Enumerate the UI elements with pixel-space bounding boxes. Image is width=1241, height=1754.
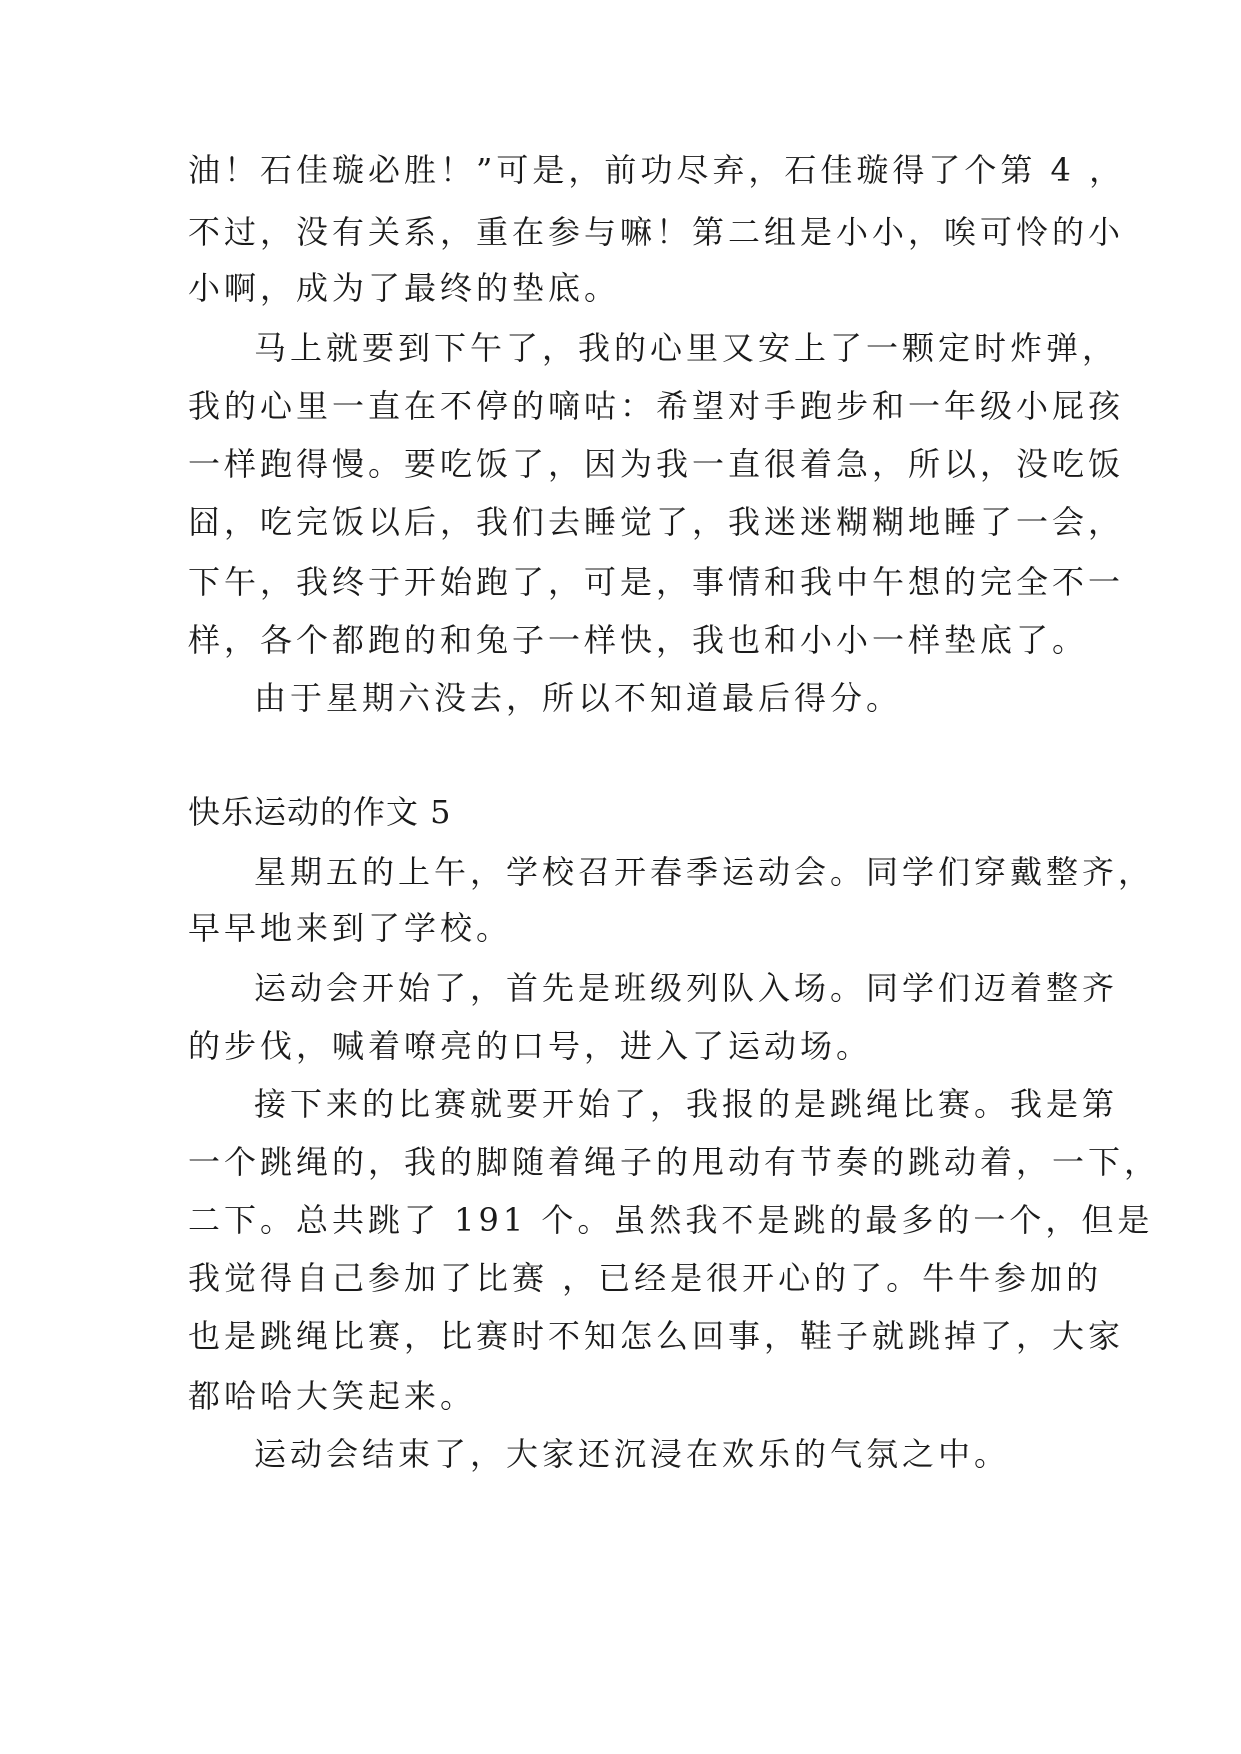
paragraph-line: 一个跳绳的，我的脚随着绳子的甩动有节奏的跳动着，一下， bbox=[188, 1143, 1161, 1181]
paragraph-line: 接下来的比赛就要开始了，我报的是跳绳比赛。我是第 bbox=[254, 1085, 1119, 1123]
paragraph-line: 小啊，成为了最终的垫底。 bbox=[188, 269, 621, 307]
paragraph-line: 不过，没有关系，重在参与嘛！第二组是小小，唉可怜的小 bbox=[188, 213, 1125, 251]
paragraph-line: 早早地来到了学校。 bbox=[188, 909, 513, 947]
paragraph-line: 由于星期六没去，所以不知道最后得分。 bbox=[254, 679, 903, 717]
paragraph-line: 我的心里一直在不停的嘀咕：希望对手跑步和一年级小屁孩 bbox=[188, 387, 1125, 425]
section-heading: 快乐运动的作文 5 bbox=[188, 793, 452, 831]
paragraph-line: 运动会结束了，大家还沉浸在欢乐的气氛之中。 bbox=[254, 1435, 1011, 1473]
paragraph-line: 样，各个都跑的和兔子一样快，我也和小小一样垫底了。 bbox=[188, 621, 1089, 659]
paragraph-line: 也是跳绳比赛，比赛时不知怎么回事，鞋子就跳掉了，大家 bbox=[188, 1317, 1125, 1355]
paragraph-line: 囧，吃完饭以后，我们去睡觉了，我迷迷糊糊地睡了一会， bbox=[188, 503, 1125, 541]
paragraph-line: 运动会开始了，首先是班级列队入场。同学们迈着整齐 bbox=[254, 969, 1119, 1007]
paragraph-line: 一样跑得慢。要吃饭了，因为我一直很着急，所以，没吃饭 bbox=[188, 445, 1125, 483]
paragraph-line: 油！石佳璇必胜！”可是，前功尽弃，石佳璇得了个第 4 ， bbox=[188, 151, 1126, 189]
paragraph-line: 我觉得自己参加了比赛 ，已经是很开心的了。牛牛参加的 bbox=[188, 1259, 1103, 1297]
paragraph-line: 马上就要到下午了，我的心里又安上了一颗定时炸弹， bbox=[254, 329, 1119, 367]
paragraph-line: 二下。总共跳了 191 个。虽然我不是跳的最多的一个，但是 bbox=[188, 1201, 1154, 1239]
paragraph-line: 星期五的上午，学校召开春季运动会。同学们穿戴整齐， bbox=[254, 853, 1155, 891]
paragraph-line: 的步伐，喊着嘹亮的口号，进入了运动场。 bbox=[188, 1027, 873, 1065]
paragraph-line: 下午，我终于开始跑了，可是，事情和我中午想的完全不一 bbox=[188, 563, 1125, 601]
paragraph-line: 都哈哈大笑起来。 bbox=[188, 1377, 477, 1415]
